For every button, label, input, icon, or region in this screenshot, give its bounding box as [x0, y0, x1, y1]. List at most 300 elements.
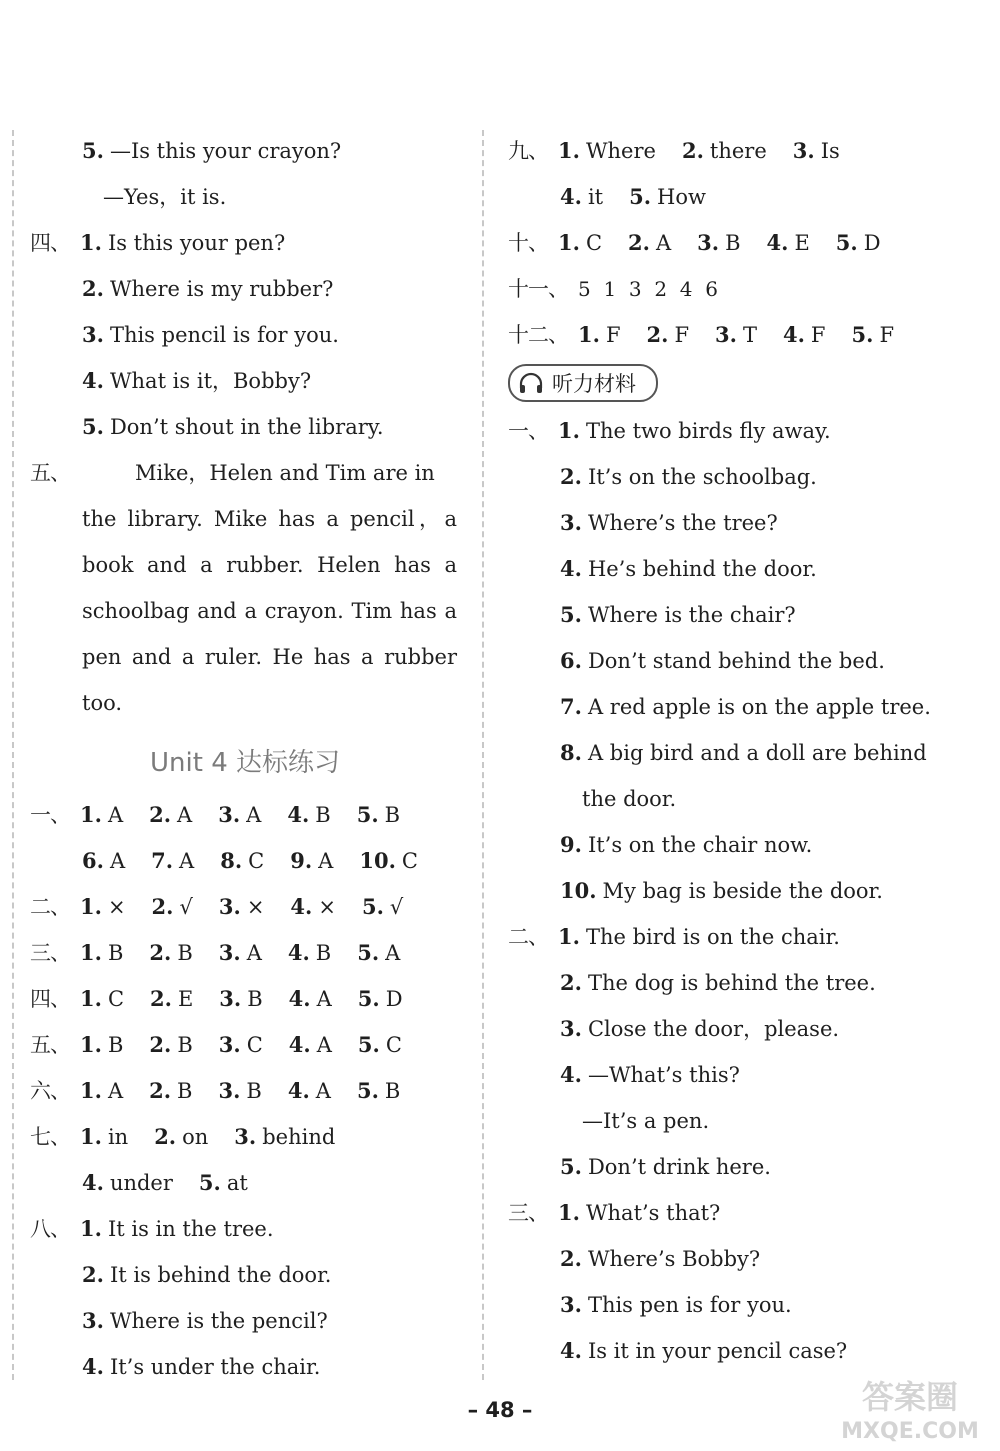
answer-row [508, 174, 948, 220]
item-answer: √ [179, 895, 193, 919]
item-text: A red apple is on the apple tree. [587, 695, 931, 719]
item-number: 5. [356, 1078, 379, 1103]
answer-item [715, 323, 757, 347]
item-number: 10. [359, 848, 396, 873]
item-number: 4. [287, 940, 310, 965]
item-number: 3. [792, 138, 815, 163]
item-number: 5. [82, 414, 104, 439]
answer-item [358, 987, 403, 1011]
item-text: It’s under the chair. [109, 1355, 321, 1379]
transcript-line [508, 914, 948, 960]
item-answer: C [401, 849, 418, 873]
item-answer: √ [389, 895, 404, 919]
item-number: 4. [560, 556, 582, 581]
item-answer: A [316, 1033, 332, 1057]
item-text: Where is my rubber? [109, 277, 334, 301]
item-answer: Is [820, 139, 840, 163]
item-number: 3. [218, 1078, 241, 1103]
item-answer: Where [585, 139, 656, 163]
answer-row [30, 1022, 470, 1068]
item-number: 2. [151, 894, 174, 919]
item-answer: under [109, 1171, 173, 1195]
answer-item [80, 987, 124, 1011]
item-number: 2. [560, 1246, 582, 1271]
item-answer: A [655, 231, 672, 255]
item-answer: B [107, 1033, 124, 1057]
answer-item [150, 987, 193, 1011]
section-label: 六、 [30, 1079, 70, 1103]
item-number: 4. [287, 1078, 310, 1103]
answer-row [30, 792, 470, 838]
item-number: 4. [287, 802, 310, 827]
answer-item [359, 849, 418, 873]
answer-row [30, 930, 470, 976]
item-number: 4. [288, 1032, 311, 1057]
item-answer: D [863, 231, 881, 255]
item-number: 8. [560, 740, 582, 765]
answer-item [682, 139, 767, 163]
answer-item [218, 1079, 261, 1103]
answer-item [697, 231, 740, 255]
answer-item [362, 895, 403, 919]
item-answer: behind [262, 1125, 336, 1149]
answer-item [783, 323, 826, 347]
answer-item [560, 185, 603, 209]
item-number: 1. [558, 418, 580, 443]
item-answer: How [657, 185, 706, 209]
answer-row [30, 1068, 470, 1114]
item-number: 2. [149, 1032, 172, 1057]
answer-item [219, 987, 262, 1011]
item-number: 5. [629, 184, 652, 209]
item-answer: C [248, 849, 265, 873]
item-text: Where is the chair? [587, 603, 796, 627]
answer-line [30, 1206, 470, 1252]
item-answer: there [709, 139, 767, 163]
section-label: 十、 [508, 231, 548, 255]
item-text: the door. [582, 787, 677, 811]
item-answer: B [177, 941, 193, 965]
item-number: 7. [560, 694, 582, 719]
item-number: 4. [560, 1338, 582, 1363]
answer-row [508, 220, 948, 266]
answer-item [357, 941, 400, 965]
answer-item [219, 941, 262, 965]
item-number: 5. [357, 940, 380, 965]
section-label: 二、 [30, 895, 70, 919]
item-text: The two birds fly away. [585, 419, 831, 443]
answer-line [508, 266, 948, 312]
item-number: 4. [290, 894, 313, 919]
answer-item [80, 941, 123, 965]
answer-item [289, 987, 332, 1011]
section-label: 五、 [30, 461, 70, 485]
answer-item [628, 231, 671, 255]
listening-material-banner [508, 364, 658, 402]
item-text: This pencil is for you. [109, 323, 339, 347]
answer-line [30, 220, 470, 266]
item-number: 1. [558, 138, 580, 163]
item-number: 1. [80, 1078, 102, 1103]
section-label: 八、 [30, 1217, 70, 1241]
transcript-line [508, 868, 948, 914]
answer-item [629, 185, 706, 209]
item-answer: A [179, 849, 195, 873]
answer-item [290, 895, 336, 919]
item-number: 2. [681, 138, 704, 163]
item-text: —It’s a pen. [582, 1109, 710, 1133]
item-number: 2. [628, 230, 650, 255]
item-answer: E [794, 231, 810, 255]
answer-row [30, 1114, 470, 1160]
answer-item [220, 849, 264, 873]
answer-item [358, 1033, 402, 1057]
item-answer: B [725, 231, 741, 255]
answer-line [30, 174, 470, 220]
item-answer: A [177, 803, 193, 827]
item-answer: B [177, 1033, 193, 1057]
item-answer: F [674, 323, 690, 347]
banner-label: 听力材料 [552, 372, 636, 396]
item-answer: A [107, 1079, 124, 1103]
item-number: 5. [361, 894, 384, 919]
answer-row [508, 128, 948, 174]
item-number: 3. [560, 1016, 582, 1041]
answer-item [234, 1125, 335, 1149]
item-number: 1. [578, 322, 600, 347]
answer-item [199, 1171, 248, 1195]
answer-item [149, 1033, 192, 1057]
item-number: 1. [80, 940, 102, 965]
item-text: —What’s this? [587, 1063, 740, 1087]
item-number: 1. [80, 230, 102, 255]
item-text: Where’s the tree? [587, 511, 778, 535]
section-label: 十一、 [508, 277, 568, 301]
item-text: The dog is behind the tree. [587, 971, 876, 995]
item-number: 1. [80, 1032, 102, 1057]
item-number: 3. [82, 1308, 104, 1333]
item-text: It is behind the door. [109, 1263, 332, 1287]
item-text: My bag is beside the door. [602, 879, 883, 903]
answer-item [558, 139, 656, 163]
answer-line [30, 404, 470, 450]
item-answer: F [810, 323, 826, 347]
answer-row [30, 976, 470, 1022]
item-answer: B [247, 987, 263, 1011]
item-text: Don’t drink here. [587, 1155, 771, 1179]
item-number: 4. [82, 1354, 104, 1379]
item-number: 5. [560, 602, 582, 627]
answer-item [219, 895, 265, 919]
item-number: 7. [151, 848, 174, 873]
item-text: Is this your pen? [107, 231, 286, 255]
item-number: 2. [154, 1124, 177, 1149]
section-label: 一、 [508, 419, 548, 443]
column-divider [482, 130, 484, 1380]
section-label: 五、 [30, 1033, 70, 1057]
transcript-line [508, 546, 948, 592]
item-answer: A [246, 803, 262, 827]
item-answer: B [315, 941, 332, 965]
answer-item [218, 803, 261, 827]
item-text: —Yes，it is. [103, 185, 227, 209]
section-label: 一、 [30, 803, 70, 827]
answer-line [30, 450, 470, 496]
item-number: 2. [646, 322, 669, 347]
item-text: Where is the pencil? [109, 1309, 328, 1333]
transcript-line-continued [508, 1098, 948, 1144]
answer-row [30, 1160, 470, 1206]
item-number: 3. [560, 1292, 582, 1317]
answer-item [149, 941, 192, 965]
item-number: 10. [560, 878, 597, 903]
item-number: 3. [218, 894, 241, 919]
item-text: He’s behind the door. [587, 557, 817, 581]
unit-title: Unit 4 达标练习 [150, 748, 340, 778]
item-answer: F [605, 323, 621, 347]
item-number: 5. [82, 138, 104, 163]
item-answer: A [246, 941, 262, 965]
answer-item [80, 803, 123, 827]
item-number: 2. [82, 1262, 104, 1287]
transcript-line [508, 1328, 948, 1374]
answer-row [30, 838, 470, 884]
answer-line [30, 266, 470, 312]
item-answer: C [246, 1033, 263, 1057]
right-column [508, 128, 948, 1374]
item-answer: C [385, 1033, 402, 1057]
item-text: 5 1 3 2 4 6 [578, 277, 718, 301]
item-number: 3. [218, 1032, 241, 1057]
transcript-line [508, 1006, 948, 1052]
item-answer: it [587, 185, 604, 209]
answer-row [508, 312, 948, 358]
transcript-line [508, 684, 948, 730]
answer-item [80, 1125, 128, 1149]
item-answer: C [107, 987, 125, 1011]
item-number: 4. [82, 368, 104, 393]
item-answer: B [107, 941, 124, 965]
transcript-line [508, 1236, 948, 1282]
item-number: 5. [356, 802, 379, 827]
transcript-line [508, 500, 948, 546]
item-answer: C [585, 231, 603, 255]
item-text: This pen is for you. [587, 1293, 792, 1317]
svg-text:答案圈: 答案圈 [861, 1378, 959, 1416]
transcript-line [508, 1190, 948, 1236]
answer-line [30, 312, 470, 358]
item-answer: in [107, 1125, 129, 1149]
answer-line [30, 1344, 470, 1390]
item-number: 2. [149, 1078, 172, 1103]
item-answer: A [109, 849, 126, 873]
item-answer: B [177, 1079, 193, 1103]
item-number: 1. [558, 230, 580, 255]
item-number: 3. [82, 322, 104, 347]
item-text: It’s on the chair now. [587, 833, 813, 857]
transcript-line [508, 1052, 948, 1098]
answer-item [793, 139, 840, 163]
item-number: 3. [560, 510, 582, 535]
item-number: 3. [234, 1124, 257, 1149]
item-text: The bird is on the chair. [585, 925, 840, 949]
watermark-logo [830, 1370, 990, 1445]
transcript-line [508, 730, 948, 776]
section-label: 三、 [508, 1201, 548, 1225]
item-answer: B [384, 803, 401, 827]
section-label: 九、 [508, 139, 548, 163]
answer-item [558, 231, 602, 255]
item-answer: B [384, 1079, 401, 1103]
item-number: 8. [220, 848, 243, 873]
left-margin-divider [12, 130, 14, 1380]
item-number: 6. [560, 648, 582, 673]
item-number: 2. [560, 464, 582, 489]
answer-item [288, 941, 331, 965]
item-answer: E [177, 987, 194, 1011]
answer-item [357, 803, 400, 827]
answer-item [149, 803, 192, 827]
item-text: Don’t shout in the library. [109, 415, 384, 439]
item-number: 1. [558, 1200, 580, 1225]
transcript-line-continued [508, 776, 948, 822]
item-answer: B [246, 1079, 262, 1103]
answer-item [82, 849, 125, 873]
item-number: 1. [80, 802, 102, 827]
item-number: 3. [715, 322, 737, 347]
item-number: 1. [80, 986, 102, 1011]
answer-line [30, 1298, 470, 1344]
item-answer: A [318, 849, 334, 873]
item-number: 3. [218, 940, 241, 965]
answer-item [357, 1079, 400, 1103]
item-number: 4. [766, 230, 789, 255]
item-number: 3. [697, 230, 720, 255]
section-label: 三、 [30, 941, 70, 965]
item-answer: A [315, 1079, 331, 1103]
left-column [30, 128, 470, 1390]
answer-item [219, 1033, 263, 1057]
answer-item [149, 1079, 192, 1103]
item-number: 4. [782, 322, 805, 347]
answer-item [80, 1079, 123, 1103]
item-number: 6. [82, 848, 104, 873]
page-number: – 48 – [467, 1398, 533, 1422]
item-number: 2. [149, 802, 172, 827]
item-text: It is in the tree. [107, 1217, 274, 1241]
section-label: 四、 [30, 987, 70, 1011]
item-text: What’s that? [585, 1201, 721, 1225]
item-text: Is it in your pencil case? [587, 1339, 848, 1363]
item-number: 3. [219, 986, 242, 1011]
item-number: 4. [560, 184, 582, 209]
answer-item [289, 1033, 332, 1057]
item-number: 9. [560, 832, 582, 857]
item-number: 1. [80, 1124, 102, 1149]
item-answer: × [107, 895, 126, 919]
answer-item [836, 231, 881, 255]
item-number: 9. [290, 848, 313, 873]
answer-item [290, 849, 333, 873]
transcript-line [508, 1144, 948, 1190]
section-label: 二、 [508, 925, 548, 949]
item-answer: T [742, 323, 757, 347]
item-number: 5. [851, 322, 874, 347]
item-number: 2. [82, 276, 104, 301]
item-answer: × [246, 895, 265, 919]
answer-item [767, 231, 810, 255]
item-answer: A [107, 803, 124, 827]
section-label: 十二、 [508, 323, 568, 347]
item-answer: B [315, 803, 331, 827]
item-number: 5. [357, 986, 380, 1011]
section-label: 四、 [30, 231, 70, 255]
item-number: 1. [558, 924, 580, 949]
answer-item [852, 323, 895, 347]
answer-line [30, 128, 470, 174]
item-number: 4. [288, 986, 311, 1011]
transcript-line [508, 1282, 948, 1328]
listening-transcript [508, 408, 948, 1374]
item-text: Where’s Bobby? [587, 1247, 761, 1271]
item-answer: F [879, 323, 895, 347]
answer-line [30, 1252, 470, 1298]
answer-item [82, 1171, 173, 1195]
item-answer: on [182, 1125, 209, 1149]
transcript-line [508, 592, 948, 638]
item-number: 2. [560, 970, 582, 995]
item-number: 2. [149, 940, 172, 965]
item-answer: at [226, 1171, 248, 1195]
answer-item [80, 1033, 123, 1057]
answer-item [578, 323, 621, 347]
item-answer: A [316, 987, 332, 1011]
svg-text:MXQE.COM: MXQE.COM [841, 1419, 979, 1444]
paragraph-first-line: Mike，Helen and Tim are in [135, 461, 435, 485]
answer-paragraph: the library. Mike has a pencil，a book and a rubber. Helen has a schoolbag and a crayon. Tim has a pen and a ruler. He has a rubber too. [82, 507, 457, 715]
answer-row [30, 884, 470, 930]
item-number: 4. [82, 1170, 104, 1195]
answer-item [647, 323, 690, 347]
item-text: What is it，Bobby? [109, 369, 312, 393]
transcript-line [508, 822, 948, 868]
item-number: 1. [80, 894, 102, 919]
item-text: Close the door，please. [587, 1017, 840, 1041]
item-number: 5. [357, 1032, 380, 1057]
item-number: 1. [80, 1216, 102, 1241]
answer-item [80, 895, 126, 919]
transcript-line [508, 960, 948, 1006]
item-number: 5. [560, 1154, 582, 1179]
section-label: 七、 [30, 1125, 70, 1149]
item-text: It’s on the schoolbag. [587, 465, 817, 489]
item-number: 2. [150, 986, 172, 1011]
answer-item [151, 849, 194, 873]
transcript-line [508, 454, 948, 500]
item-number: 5. [835, 230, 858, 255]
item-text: A big bird and a doll are behind [587, 741, 927, 765]
transcript-line [508, 408, 948, 454]
item-number: 4. [560, 1062, 582, 1087]
item-answer: × [318, 895, 336, 919]
item-answer: A [385, 941, 401, 965]
item-text: Don’t stand behind the bed. [587, 649, 885, 673]
headphones-icon [518, 372, 544, 394]
item-number: 3. [218, 802, 241, 827]
transcript-line [508, 638, 948, 684]
answer-line [30, 358, 470, 404]
answer-item [288, 1079, 331, 1103]
